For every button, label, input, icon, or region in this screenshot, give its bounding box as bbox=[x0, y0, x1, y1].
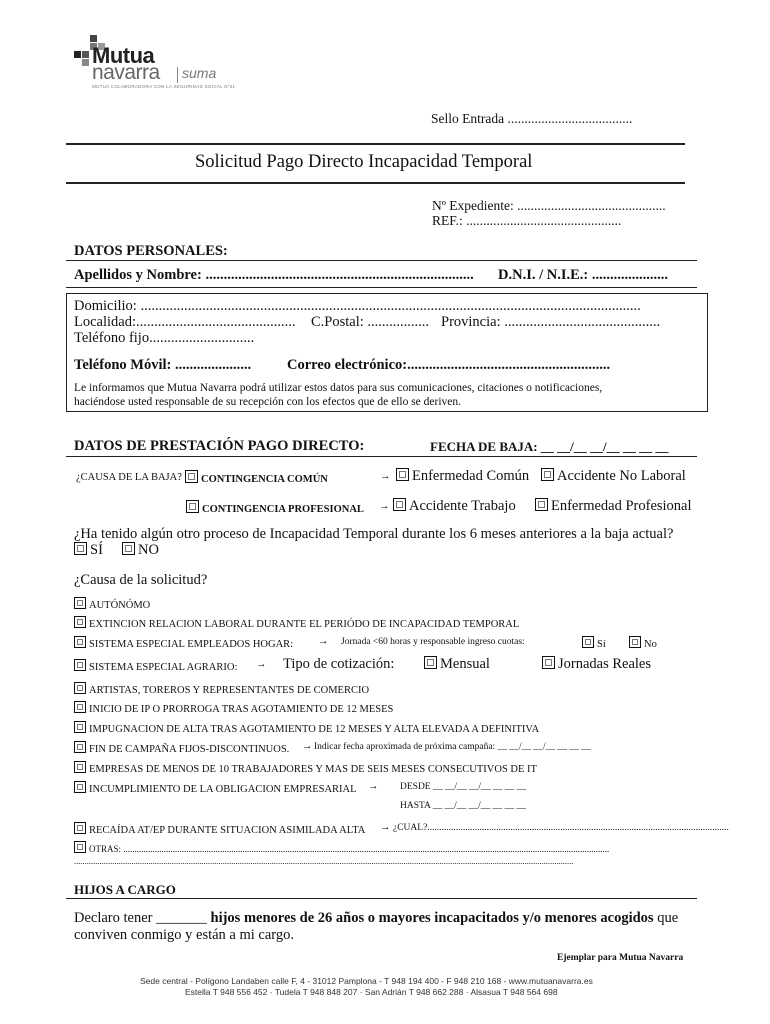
que-text: que bbox=[657, 910, 679, 926]
accidente-no-laboral-checkbox[interactable] bbox=[541, 468, 554, 481]
ejemplar-label: Ejemplar para Mutua Navarra bbox=[557, 953, 684, 963]
privacy-notice-1: Le informamos que Mutua Navarra podrá utilizar estos datos para sus comunicaciones, citaciones o notificaciones, bbox=[74, 382, 603, 394]
footer-line-2: Estella T 948 556 452 · Tudela T 948 848 207 · San Adrián T 948 662 288 · Alsasua T 948 564 698 bbox=[185, 987, 558, 997]
expediente: Nº Expediente: ............................................ bbox=[432, 198, 666, 213]
artistas-option[interactable] bbox=[74, 682, 369, 696]
otras-label: OTRAS: ........................................................................................................................................................................................................................ bbox=[89, 844, 610, 854]
indicar-fecha-field[interactable]: Indicar fecha aproximada de próxima campaña: __ __/__ __/__ __ __ __ bbox=[314, 742, 591, 752]
incumplimiento-label: INCUMPLIMIENTO DE LA OBLIGACION EMPRESARIAL bbox=[89, 784, 357, 795]
hijos-line2: conviven conmigo y están a mi cargo. bbox=[74, 927, 294, 943]
proceso-no-checkbox[interactable] bbox=[122, 542, 135, 555]
apellidos-field[interactable] bbox=[74, 267, 474, 284]
arrow-icon: → bbox=[302, 741, 313, 752]
logo-divider bbox=[177, 67, 178, 83]
logo-name-bottom: navarra bbox=[92, 61, 160, 84]
jornadas-reales-label: Jornadas Reales bbox=[558, 656, 652, 672]
desde-field[interactable]: DESDE __ __/__ __/__ __ __ __ bbox=[400, 782, 527, 792]
enfermedad-profesional-checkbox[interactable] bbox=[535, 498, 548, 511]
hijos-declaration bbox=[74, 910, 678, 927]
telefono-fijo-field[interactable]: Teléfono fijo............................. bbox=[74, 330, 255, 346]
agrario-checkbox[interactable] bbox=[74, 659, 86, 671]
logo-partner: suma bbox=[182, 65, 217, 81]
accidente-trabajo-label: Accidente Trabajo bbox=[409, 498, 516, 514]
autonomo-option[interactable] bbox=[74, 597, 150, 611]
contingencia-comun-checkbox[interactable] bbox=[185, 470, 198, 483]
extincion-option[interactable] bbox=[74, 616, 519, 630]
impugnacion-checkbox[interactable] bbox=[74, 721, 86, 733]
apellidos-rule bbox=[66, 287, 697, 288]
hijos-heading: HIJOS A CARGO bbox=[74, 882, 176, 897]
hogar-no-option[interactable] bbox=[629, 636, 657, 650]
cpostal-field[interactable]: C.Postal: ................. bbox=[311, 314, 430, 330]
hogar-si-checkbox[interactable] bbox=[582, 636, 594, 648]
prestacion-heading: DATOS DE PRESTACIÓN PAGO DIRECTO: bbox=[74, 438, 365, 454]
cual-field[interactable]: ¿CUAL?............................................................................................................................... bbox=[393, 823, 729, 833]
jornada-text: Jornada <60 horas y responsable ingreso cuotas: bbox=[341, 637, 525, 647]
fin-campana-label: FIN DE CAMPAÑA FIJOS-DISCONTINUOS. bbox=[89, 744, 290, 755]
arrow-icon: → bbox=[368, 781, 379, 792]
impugnacion-label: IMPUGNACION DE ALTA TRAS AGOTAMIENTO DE 12 MESES Y ALTA ELEVADA A DEFINITIVA bbox=[89, 724, 540, 735]
artistas-label: ARTISTAS, TOREROS Y REPRESENTANTES DE COMERCIO bbox=[89, 685, 370, 696]
proceso-question: ¿Ha tenido algún otro proceso de Incapacidad Temporal durante los 6 meses anteriores a la baja actual? bbox=[74, 526, 674, 542]
enfermedad-profesional-option[interactable] bbox=[535, 498, 692, 515]
title-rule-bottom bbox=[66, 182, 685, 184]
mensual-label: Mensual bbox=[440, 656, 490, 672]
dni-field[interactable]: D.N.I. / N.I.E.: ..................... bbox=[498, 267, 668, 283]
datos-personales-rule bbox=[66, 260, 697, 261]
logo-square-icon bbox=[90, 35, 97, 42]
accidente-no-laboral-label: Accidente No Laboral bbox=[557, 468, 686, 484]
extincion-label: EXTINCION RELACION LABORAL DURANTE EL PERIÓDO DE INCAPACIDAD TEMPORAL bbox=[89, 619, 520, 630]
arrow-icon: → bbox=[380, 822, 391, 833]
domicilio-field[interactable]: Domicilio: .......................................................................................................................................... bbox=[74, 298, 641, 314]
arrow-icon: → bbox=[379, 501, 390, 512]
incumplimiento-option[interactable] bbox=[74, 781, 357, 795]
proceso-si-option[interactable] bbox=[74, 542, 103, 559]
recaida-label: RECAÍDA AT/EP DURANTE SITUACION ASIMILADA ALTA bbox=[89, 825, 366, 836]
hogar-no-checkbox[interactable] bbox=[629, 636, 641, 648]
jornadas-reales-checkbox[interactable] bbox=[542, 656, 555, 669]
arrow-icon: → bbox=[380, 471, 391, 482]
inicio-ip-checkbox[interactable] bbox=[74, 701, 86, 713]
apellidos-label: Apellidos y Nombre: .......................................................................... bbox=[74, 267, 474, 283]
autonomo-label: AUTÓNÓMO bbox=[89, 600, 151, 611]
footer-line-1: Sede central - Polígono Landaben calle F, 4 - 31012 Pamplona - T 948 194 400 - F 948 210 168 - www.mutuanavarra.es bbox=[140, 976, 593, 986]
contingencia-profesional-option[interactable] bbox=[186, 500, 364, 515]
hogar-si-option[interactable] bbox=[582, 636, 606, 650]
contingencia-comun-label: CONTINGENCIA COMÚN bbox=[201, 474, 328, 485]
title-rule-top bbox=[66, 143, 685, 145]
logo-square-icon bbox=[74, 51, 81, 58]
accidente-trabajo-option[interactable] bbox=[393, 498, 516, 515]
empresas-label: EMPRESAS DE MENOS DE 10 TRABAJADORES Y MAS DE SEIS MESES CONSECUTIVOS DE IT bbox=[89, 764, 537, 775]
mensual-checkbox[interactable] bbox=[424, 656, 437, 669]
fecha-baja-field[interactable]: FECHA DE BAJA: __ __/__ __/__ __ __ __ bbox=[430, 439, 669, 454]
accidente-trabajo-checkbox[interactable] bbox=[393, 498, 406, 511]
agrario-label: SISTEMA ESPECIAL AGRARIO: bbox=[89, 662, 238, 673]
enfermedad-comun-checkbox[interactable] bbox=[396, 468, 409, 481]
hijos-rule bbox=[66, 898, 697, 899]
hogar-option[interactable] bbox=[74, 636, 293, 650]
accidente-no-laboral-option[interactable] bbox=[541, 468, 686, 485]
extincion-checkbox[interactable] bbox=[74, 616, 86, 628]
tipo-cotizacion-label: Tipo de cotización: bbox=[283, 656, 395, 672]
arrow-icon: → bbox=[256, 659, 267, 670]
logo-tagline: MUTUA COLABORADORA CON LA SEGURIDAD SOCIAL Nº21 bbox=[92, 84, 236, 89]
hogar-si-label: Sí bbox=[597, 639, 606, 650]
correo-field[interactable]: Correo electrónico:........................................................ bbox=[287, 357, 611, 373]
logo-square-icon bbox=[82, 51, 89, 58]
localidad-field[interactable]: Localidad:............................................ bbox=[74, 314, 296, 330]
hasta-field[interactable]: HASTA __ __/__ __/__ __ __ __ bbox=[400, 801, 526, 811]
incumplimiento-checkbox[interactable] bbox=[74, 781, 86, 793]
ref: REF.: .............................................. bbox=[432, 213, 622, 228]
otras-checkbox[interactable] bbox=[74, 841, 86, 853]
contingencia-comun-option[interactable] bbox=[185, 470, 328, 485]
agrario-option[interactable] bbox=[74, 659, 237, 673]
enfermedad-comun-option[interactable] bbox=[396, 468, 529, 485]
declaro-text: Declaro tener _______ bbox=[74, 910, 207, 926]
logo-square-icon bbox=[82, 59, 89, 66]
sello-entrada: Sello Entrada ..................................... bbox=[431, 111, 633, 126]
page-title: Solicitud Pago Directo Incapacidad Temporal bbox=[195, 152, 533, 172]
enfermedad-comun-label: Enfermedad Común bbox=[412, 468, 530, 484]
artistas-checkbox[interactable] bbox=[74, 682, 86, 694]
empresas-checkbox[interactable] bbox=[74, 761, 86, 773]
recaida-option[interactable] bbox=[74, 822, 365, 836]
fin-campana-option[interactable] bbox=[74, 741, 289, 755]
enfermedad-profesional-label: Enfermedad Profesional bbox=[551, 498, 692, 514]
datos-personales-heading: DATOS PERSONALES: bbox=[74, 243, 228, 259]
inicio-ip-label: INICIO DE IP O PRORROGA TRAS AGOTAMIENTO DE 12 MESES bbox=[89, 704, 394, 715]
privacy-notice-2: haciéndose usted responsable de su recepción con los efectos que de ello se deriven. bbox=[74, 396, 462, 408]
provincia-field[interactable]: Provincia: ........................................... bbox=[441, 314, 661, 330]
contingencia-profesional-checkbox[interactable] bbox=[186, 500, 199, 513]
autonomo-checkbox[interactable] bbox=[74, 597, 86, 609]
proceso-si-label: SÍ bbox=[90, 542, 103, 558]
impugnacion-option[interactable] bbox=[74, 721, 539, 735]
logo bbox=[70, 32, 270, 92]
hogar-checkbox[interactable] bbox=[74, 636, 86, 648]
recaida-checkbox[interactable] bbox=[74, 822, 86, 834]
jornadas-reales-option[interactable] bbox=[542, 656, 651, 673]
causa-solicitud-question: ¿Causa de la solicitud? bbox=[74, 572, 208, 588]
proceso-si-checkbox[interactable] bbox=[74, 542, 87, 555]
otras-option[interactable] bbox=[74, 841, 609, 855]
telefono-movil-field[interactable]: Teléfono Móvil: ..................... bbox=[74, 357, 252, 373]
causa-baja-question: ¿CAUSA DE LA BAJA? bbox=[76, 472, 182, 483]
proceso-no-option[interactable] bbox=[122, 542, 159, 559]
hijos-bold-text: hijos menores de 26 años o mayores incapacitados y/o menores acogidos bbox=[210, 910, 654, 926]
logo-name-top: Mutua bbox=[92, 43, 155, 68]
empresas-option[interactable] bbox=[74, 761, 537, 775]
mensual-option[interactable] bbox=[424, 656, 490, 673]
proceso-no-label: NO bbox=[138, 542, 159, 558]
prestacion-rule bbox=[66, 456, 697, 457]
inicio-ip-option[interactable] bbox=[74, 701, 393, 715]
arrow-icon: → bbox=[318, 636, 329, 647]
otras-line2[interactable]: ........................................................................................................................................................................................................................................... bbox=[74, 856, 574, 866]
contingencia-profesional-label: CONTINGENCIA PROFESIONAL bbox=[202, 504, 364, 515]
fin-campana-checkbox[interactable] bbox=[74, 741, 86, 753]
hogar-no-label: No bbox=[644, 639, 657, 650]
hogar-label: SISTEMA ESPECIAL EMPLEADOS HOGAR: bbox=[89, 639, 294, 650]
